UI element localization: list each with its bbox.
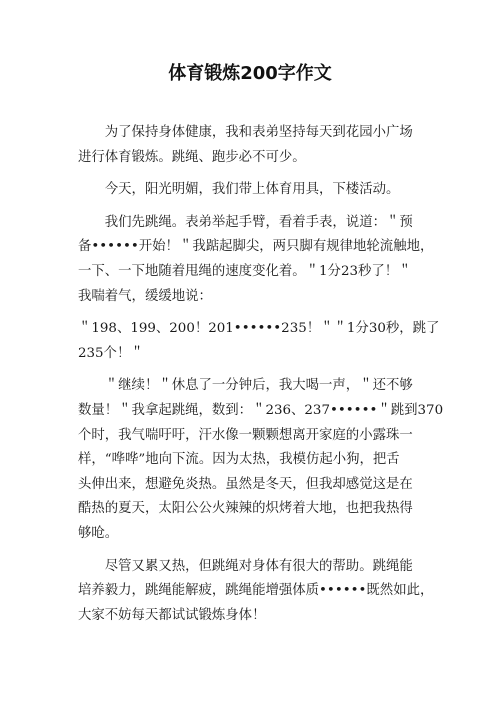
text-line: ＂继续！＂休息了一分钟后，我大喝一声，＂还不够: [78, 378, 413, 394]
text-line: 235个！＂: [78, 345, 144, 361]
text-line: 数量！＂我拿起跳绳，数到：＂236、237••••••＂跳到370: [78, 402, 444, 418]
text-line: 头伸出来，想避免炎热。虽然是冬天，但我却感觉这是在: [78, 476, 413, 492]
text-line: ＂198、199、200！201••••••235！＂＂1分30秒，跳了: [78, 321, 440, 337]
page-title: 体育锻炼200字作文: [168, 63, 332, 84]
text-line: 今天，阳光明媚，我们带上体育用具，下楼活动。: [78, 182, 400, 198]
text-line: 样，“哗哗”地向下流。因为太热，我模仿起小狗，把舌: [78, 452, 400, 468]
text-line: 我喘着气，缓缓地说：: [78, 288, 212, 304]
paragraph-gap: [78, 309, 423, 317]
paragraph-gap: [78, 203, 423, 211]
text-line: 我们先跳绳。表弟举起手臂，看着手表，说道：＂预: [78, 214, 413, 230]
text-line: 一下、一下地随着甩绳的速度变化着。＂1分23秒了！＂: [78, 263, 412, 279]
essay-body: [78, 121, 444, 628]
text-line: 为了保持身体健康，我和表弟坚持每天到花园小广场: [78, 125, 413, 140]
text-line: 够呛。: [78, 525, 119, 541]
text-line: 个时，我气喘吁吁，汗水像一颗颗想离开家庭的小露珠一: [78, 427, 413, 443]
text-line: 酷热的夏天，太阳公公火辣辣的炽烤着大地，也把我热得: [78, 501, 413, 517]
text-line: 大家不妨每天都试试锻炼身体！: [78, 607, 266, 623]
text-line: 尽管又累又热，但跳绳对身体有很大的帮助。跳绳能: [78, 558, 413, 574]
paragraph-gap: [78, 366, 423, 374]
text-line: 培养毅力，跳绳能解疲，跳绳能增强体质••••••既然如此，: [78, 583, 434, 599]
text-line: 备••••••开始！＂我踮起脚尖，两只脚有规律地轮流触地，: [78, 239, 434, 255]
paragraph-gap: [78, 170, 423, 178]
text-line: 进行体育锻炼。跳绳、跑步必不可少。: [78, 149, 306, 165]
paragraph-gap: [78, 547, 423, 555]
